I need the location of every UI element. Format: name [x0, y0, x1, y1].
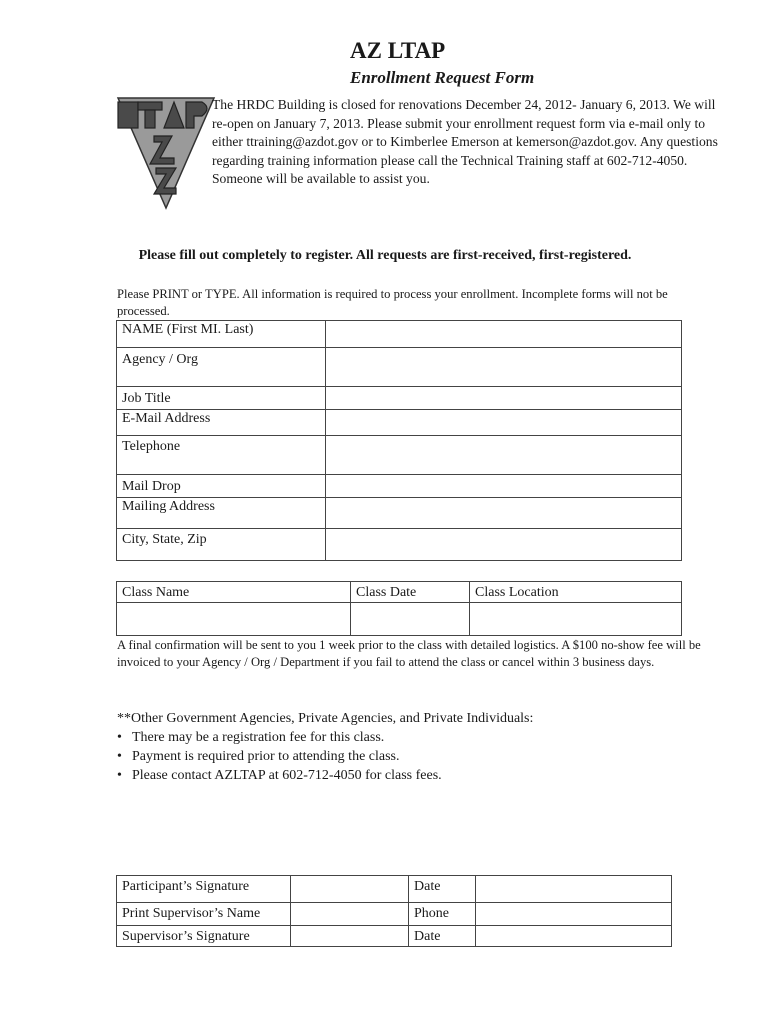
registration-instruction: Please fill out completely to register. All requests are first-received, first-registered. [138, 248, 632, 263]
print-note: Please PRINT or TYPE. All information is required to process your enrollment. Incomplete forms will not be processed. [117, 287, 668, 318]
mail-drop-field[interactable] [326, 475, 682, 498]
class-date-header: Class Date [351, 582, 470, 603]
table-row [117, 926, 672, 947]
table-row [117, 436, 682, 475]
supervisor-signature-field[interactable] [291, 926, 409, 947]
table-row [117, 529, 682, 561]
table-row [117, 321, 682, 348]
confirmation-note: A final confirmation will be sent to you 1 week prior to the class with detailed logistics. A $100 no-show fee will be invoiced to your Agency / Org / Department if you fail to attend the class or cancel within 3 business days. [117, 638, 701, 669]
class-location-header: Class Location [470, 582, 682, 603]
table-row [117, 348, 682, 387]
class-name-field[interactable] [117, 603, 351, 636]
mailing-address-label: Mailing Address [117, 498, 326, 529]
agency-label: Agency / Org [117, 348, 326, 387]
ltap-az-logo [116, 92, 216, 210]
class-date-field[interactable] [351, 603, 470, 636]
other-agencies-note [117, 709, 717, 785]
date-label: Date [409, 926, 476, 947]
table-row [117, 475, 682, 498]
table-row [117, 387, 682, 410]
list-item: • Please contact AZLTAP at 602-712-4050 for class fees. [117, 766, 717, 785]
print-supervisor-name-field[interactable] [291, 903, 409, 926]
table-row [117, 410, 682, 436]
print-supervisor-name-label: Print Supervisor’s Name [117, 903, 291, 926]
table-row [117, 876, 672, 903]
table-row [117, 903, 672, 926]
class-name-header: Class Name [117, 582, 351, 603]
form-title: AZ LTAP [350, 38, 446, 63]
list-item: • Payment is required prior to attending the class. [117, 747, 717, 766]
mail-drop-label: Mail Drop [117, 475, 326, 498]
email-field[interactable] [326, 410, 682, 436]
closure-notice: The HRDC Building is closed for renovations December 24, 2012- January 6, 2013. We will re-open on January 7, 2013. Please submit your enrollment request form via e-mail only to either ttraining@azdot.gov or to Kimberlee Emerson at kemerson@azdot.gov. Any questions regarding training information please call the Technical Training staff at 602-712-4050. Someone will be available to assist you. [212, 97, 718, 186]
agency-field[interactable] [326, 348, 682, 387]
date-label: Date [409, 876, 476, 903]
participant-info-table [116, 320, 682, 561]
participant-date-field[interactable] [476, 876, 672, 903]
job-title-label: Job Title [117, 387, 326, 410]
table-row [117, 582, 682, 603]
telephone-label: Telephone [117, 436, 326, 475]
class-table [116, 581, 682, 636]
other-agencies-heading: **Other Government Agencies, Private Agencies, and Private Individuals: [117, 711, 534, 726]
telephone-field[interactable] [326, 436, 682, 475]
participant-signature-field[interactable] [291, 876, 409, 903]
phone-label: Phone [409, 903, 476, 926]
email-label: E-Mail Address [117, 410, 326, 436]
participant-signature-label: Participant’s Signature [117, 876, 291, 903]
name-label: NAME (First MI. Last) [117, 321, 326, 348]
list-item: • There may be a registration fee for this class. [117, 728, 717, 747]
form-subtitle: Enrollment Request Form [350, 68, 535, 87]
city-state-zip-label: City, State, Zip [117, 529, 326, 561]
signature-table [116, 875, 672, 947]
supervisor-date-field[interactable] [476, 926, 672, 947]
table-row [117, 603, 682, 636]
other-agencies-list [117, 728, 717, 785]
table-row [117, 498, 682, 529]
job-title-field[interactable] [326, 387, 682, 410]
name-field[interactable] [326, 321, 682, 348]
city-state-zip-field[interactable] [326, 529, 682, 561]
phone-field[interactable] [476, 903, 672, 926]
class-location-field[interactable] [470, 603, 682, 636]
supervisor-signature-label: Supervisor’s Signature [117, 926, 291, 947]
mailing-address-field[interactable] [326, 498, 682, 529]
